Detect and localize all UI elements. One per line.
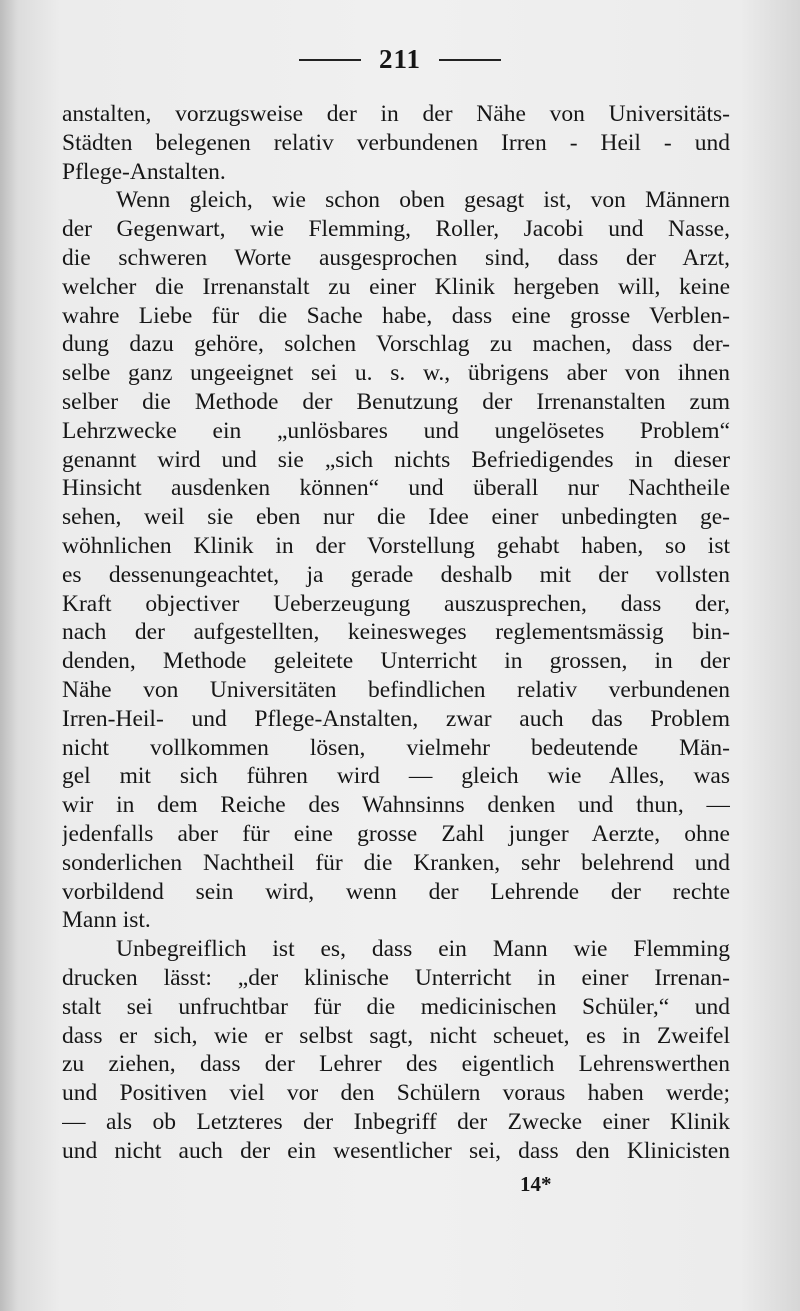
text-line: und Positiven viel vor den Schülern voraus haben werde; [62, 1080, 730, 1107]
text-line: wir in dem Reiche des Wahnsinns denken und thun, — [62, 792, 730, 819]
text-line: sonderlichen Nachtheil für die Kranken, sehr belehrend und [62, 849, 730, 876]
text-line: Hinsicht ausdenken können“ und überall nur Nachtheile [62, 475, 730, 502]
signature-mark: 14* [520, 1172, 552, 1196]
text-line: nicht vollkommen lösen, vielmehr bedeutende Män- [62, 734, 730, 761]
text-line: Mann ist. [62, 907, 151, 934]
text-line: — als ob Letzteres der Inbegriff der Zwecke einer Klinik [62, 1108, 730, 1135]
text-line: Pflege-Anstalten. [62, 158, 226, 185]
page-number: 211 [378, 44, 421, 74]
text-line: es dessenungeachtet, ja gerade deshalb mit der vollsten [62, 561, 730, 588]
text-line: und nicht auch der ein wesentlicher sei, dass den Klinicisten [62, 1137, 730, 1164]
text-line: jedenfalls aber für eine grosse Zahl junger Aerzte, ohne [62, 820, 730, 847]
text-line: genannt wird und sie „sich nichts Befriedigendes in dieser [62, 446, 730, 473]
text-line: drucken lässt: „der klinische Unterricht in einer Irrenan- [62, 964, 730, 991]
text-line: Irren-Heil- und Pflege-Anstalten, zwar auch das Problem [62, 705, 730, 732]
page-body-text [62, 100, 730, 1165]
header-rule-right [439, 59, 501, 61]
text-line: welcher die Irrenanstalt zu einer Klinik hergeben will, keine [62, 273, 730, 300]
text-line: vorbildend sein wird, wenn der Lehrende der rechte [62, 878, 730, 905]
text-line: anstalten, vorzugsweise der in der Nähe von Universitäts- [62, 101, 730, 127]
header-rule-left [299, 59, 361, 61]
text-line: Kraft objectiver Ueberzeugung auszusprechen, dass der, [62, 590, 730, 617]
text-line: dung dazu gehöre, solchen Vorschlag zu machen, dass der- [62, 331, 730, 358]
text-line: der Gegenwart, wie Flemming, Roller, Jacobi und Nasse, [62, 216, 730, 243]
text-line: Lehrzwecke ein „unlösbares und ungelösetes Problem“ [62, 417, 730, 444]
text-line: Wenn gleich, wie schon oben gesagt ist, von Männern [116, 187, 730, 214]
page-header [0, 44, 800, 75]
text-line: denden, Methode geleitete Unterricht in grossen, in der [62, 648, 730, 675]
text-line: die schweren Worte ausgesprochen sind, dass der Arzt, [62, 244, 730, 271]
text-line: Städten belegenen relativ verbundenen Irren - Heil - und [62, 129, 730, 156]
text-line: gel mit sich führen wird — gleich wie Alles, was [62, 763, 730, 790]
text-line: Nähe von Universitäten befindlichen relativ verbundenen [62, 676, 730, 703]
text-line: Unbegreiflich ist es, dass ein Mann wie Flemming [116, 936, 730, 963]
text-line: wöhnlichen Klinik in der Vorstellung gehabt haben, so ist [62, 532, 730, 559]
text-line: dass er sich, wie er selbst sagt, nicht scheuet, es in Zweifel [62, 1022, 730, 1049]
text-line: stalt sei unfruchtbar für die medicinischen Schüler,“ und [62, 993, 730, 1020]
text-line: selbe ganz ungeeignet sei u. s. w., übrigens aber von ihnen [62, 360, 730, 387]
text-line: nach der aufgestellten, keinesweges reglementsmässig bin- [62, 619, 730, 646]
text-line: zu ziehen, dass der Lehrer des eigentlich Lehrenswerthen [62, 1051, 730, 1078]
text-line: sehen, weil sie eben nur die Idee einer unbedingten ge- [62, 504, 730, 531]
text-line: selber die Methode der Benutzung der Irrenanstalten zum [62, 388, 730, 415]
text-line: wahre Liebe für die Sache habe, dass eine grosse Verblen- [62, 302, 730, 329]
